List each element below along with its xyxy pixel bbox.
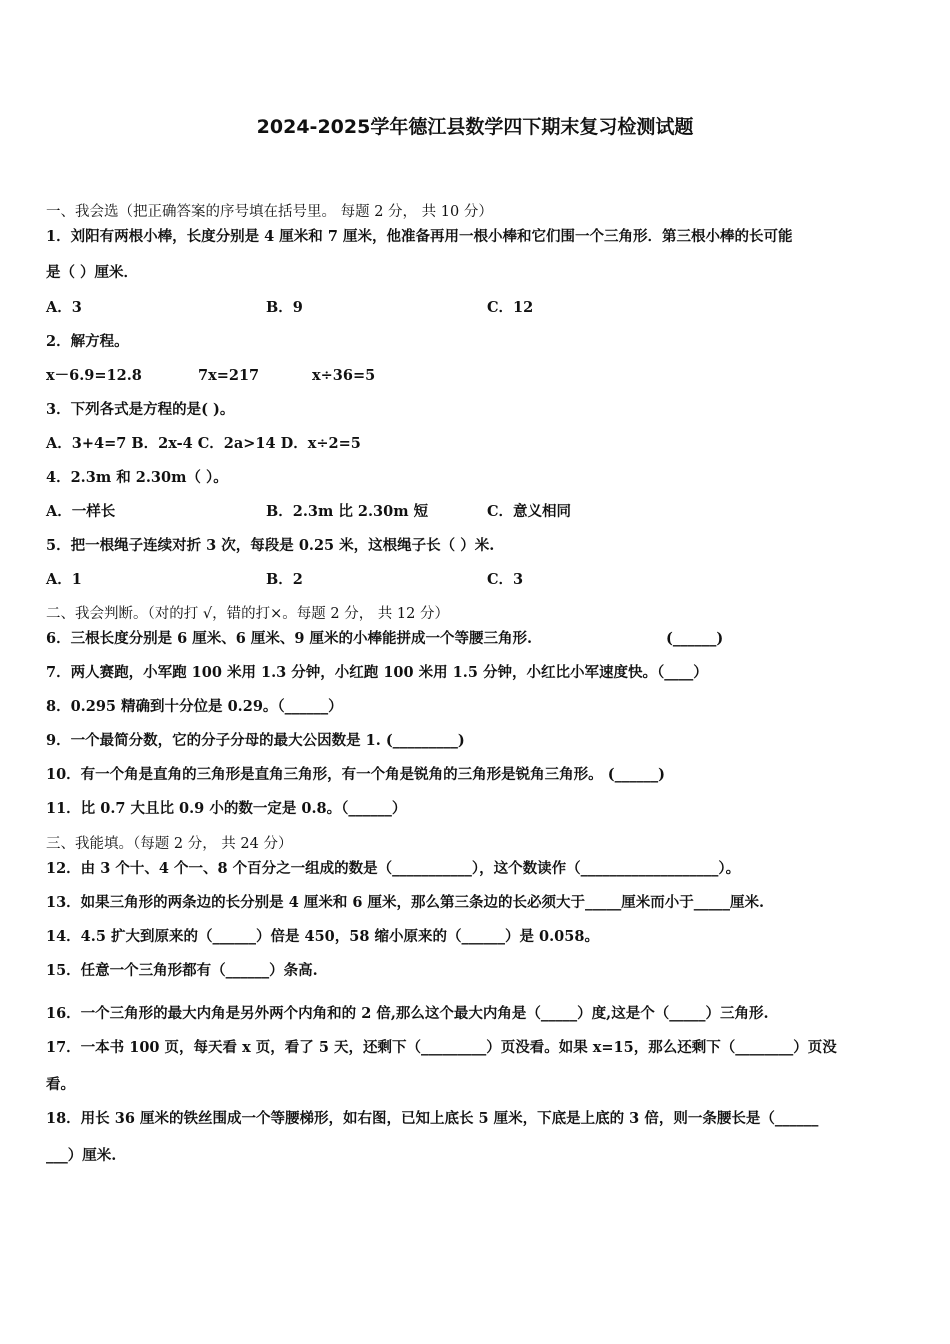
question-13: 13．如果三角形的两条边的长分别是 4 厘米和 6 厘米，那么第三条边的长必须大于_____厘米而小于_____厘米. [46, 894, 765, 911]
question-4-options [46, 502, 906, 522]
question-5-options [46, 570, 906, 590]
option-c: C．12 [487, 299, 534, 316]
question-5: 5．把一根绳子连续对折 3 次，每段是 0.25 米，这根绳子长（ ）米. [46, 537, 495, 554]
question-17-line2: 看。 [46, 1076, 75, 1093]
question-2-equations [46, 366, 906, 386]
question-11: 11．比 0.7 大且比 0.9 小的数一定是 0.8。（______） [46, 800, 407, 817]
equation-3: x÷36=5 [312, 367, 376, 384]
option-a: A．一样长 [46, 503, 116, 520]
question-15: 15．任意一个三角形都有（______）条高. [46, 962, 318, 979]
question-17-line1: 17．一本书 100 页，每天看 x 页，看了 5 天，还剩下（_________）页没看。如果 x=15，那么还剩下（________）页没 [46, 1039, 837, 1056]
equation-1: x－6.9=12.8 [46, 367, 142, 384]
option-c: C．3 [487, 571, 524, 588]
section-heading-1: 一、我会选（把正确答案的序号填在括号里。 每题 2 分， 共 10 分） [46, 204, 493, 220]
question-1-line1: 1．刘阳有两根小棒，长度分别是 4 厘米和 7 厘米，他准备再用一根小棒和它们围一个三角形．第三根小棒的长可能 [46, 228, 793, 245]
option-a: A．1 [46, 571, 82, 588]
option-c: C．意义相同 [487, 503, 572, 520]
question-4: 4．2.3m 和 2.30m（ ）。 [46, 469, 228, 486]
question-7: 7．两人赛跑，小军跑 100 米用 1.3 分钟，小红跑 100 米用 1.5 分钟，小红比小军速度快。（____） [46, 664, 708, 681]
option-b: B．2 [266, 571, 303, 588]
question-10: 10．有一个角是直角的三角形是直角三角形，有一个角是锐角的三角形是锐角三角形。 (______) [46, 766, 665, 783]
question-12: 12．由 3 个十、4 个一、8 个百分之一组成的数是（___________），这个数读作（___________________）。 [46, 860, 741, 877]
question-6-text: 6．三根长度分别是 6 厘米、6 厘米、9 厘米的小棒能拼成一个等腰三角形. [46, 630, 533, 647]
question-6 [46, 629, 906, 649]
question-3-options: A．3+4=7 B．2x-4 C．2a>14 D．x÷2=5 [46, 435, 361, 452]
question-18-line1: 18．用长 36 厘米的铁丝围成一个等腰梯形，如右图，已知上底长 5 厘米，下底是上底的 3 倍，则一条腰长是（______ [46, 1110, 819, 1127]
option-b: B．9 [266, 299, 303, 316]
question-14: 14．4.5 扩大到原来的（______）倍是 450，58 缩小原来的（______）是 0.058。 [46, 928, 599, 945]
question-8: 8．0.295 精确到十分位是 0.29。（______） [46, 698, 343, 715]
question-1-options [46, 298, 906, 318]
question-1-line2: 是（ ）厘米． [46, 264, 139, 281]
option-b: B．2.3m 比 2.30m 短 [266, 503, 429, 520]
question-2: 2．解方程。 [46, 333, 129, 350]
option-a: A．3 [46, 299, 82, 316]
answer-blank: (______) [666, 630, 724, 647]
question-16: 16．一个三角形的最大内角是另外两个内角和的 2 倍,那么这个最大内角是（_____）度,这是个（_____）三角形. [46, 1005, 769, 1022]
question-9: 9．一个最简分数，它的分子分母的最大公因数是 1. (_________) [46, 732, 465, 749]
section-heading-3: 三、我能填。（每题 2 分， 共 24 分） [46, 836, 293, 852]
question-3: 3．下列各式是方程的是( )。 [46, 401, 235, 418]
question-18-line2: ___）厘米. [46, 1147, 117, 1164]
section-heading-2: 二、我会判断。（对的打 √，错的打×。每题 2 分， 共 12 分） [46, 606, 449, 622]
equation-2: 7x=217 [198, 367, 260, 384]
page-title: 2024-2025学年德江县数学四下期末复习检测试题 [256, 116, 694, 138]
